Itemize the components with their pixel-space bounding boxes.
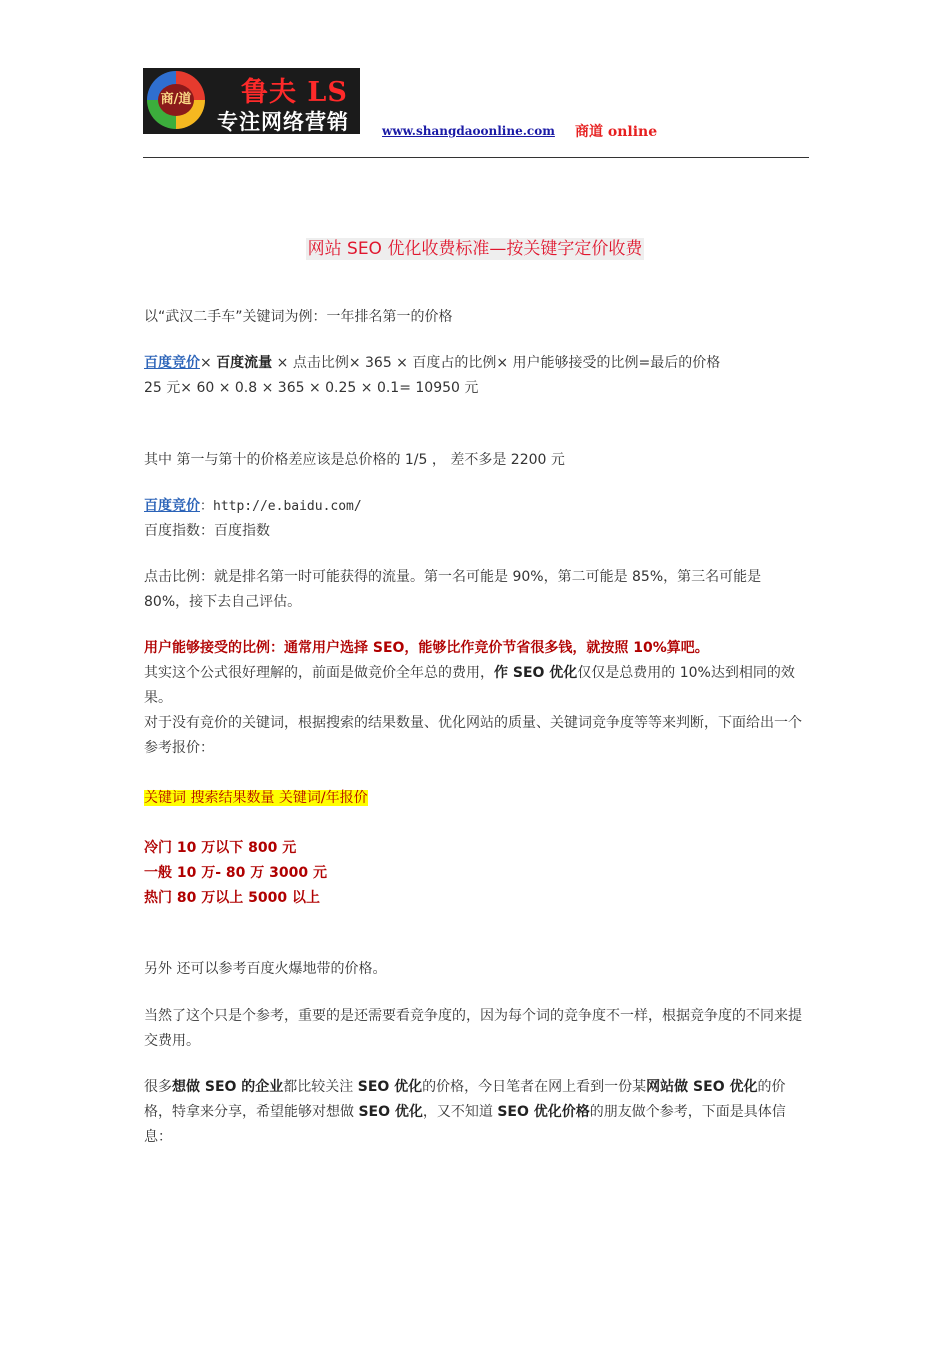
click-ratio-paragraph: 点击比例：就是排名第一时可能获得的流量。第一名可能是 90%，第二可能是 85%，第三名可能是 80%，接下去自己评估。 [144,569,762,610]
also-paragraph: 另外 还可以参考百度火爆地带的价格。 [144,961,387,977]
price-row: 冷门 10 万以下 800 元 [144,840,297,856]
acceptance-paragraph [144,636,810,761]
acceptance-ratio-highlight: 用户能够接受的比例：通常用户选择 SEO，能够比作竞价节省很多钱，就按照 10%算吧。 [144,640,709,656]
closing-text: 的价格，今日笔者在网上看到一份某 [422,1079,647,1095]
baidu-index-line: 百度指数：百度指数 [144,523,270,539]
header-divider [143,157,809,158]
price-gap-paragraph: 其中 第一与第十的价格差应该是总价格的 1/5 ， 差不多是 2200 元 [144,452,565,468]
closing-text: 很多 [144,1079,172,1095]
closing-bold: SEO 优化 [357,1079,423,1095]
formula-text-2: × 点击比例× 365 × 百度占的比例× 用户能够接受的比例=最后的价格 [272,355,721,371]
closing-text: 都比较关注 [283,1079,358,1095]
acceptance-bold-seo: 作 SEO 优化 [494,665,578,681]
acceptance-text-3: 对于没有竞价的关键词，根据搜索的结果数量、优化网站的质量、关键词竞争度等等来判断，下面给出一个参考报价： [144,715,802,756]
baidu-url-text: ：http://e.baidu.com/ [200,499,362,514]
closing-text: 的朋友做个参考，下面是具体信息： [144,1104,786,1145]
closing-bold: 想做 SEO 的企业 [172,1079,284,1095]
logo-slogan-text: 专注网络营销 [217,110,349,134]
price-table [144,836,810,911]
price-row: 一般 10 万- 80 万 3000 元 [144,865,327,881]
acceptance-text-1: 其实这个公式很好理解的，前面是做竞价全年总的费用， [144,665,494,681]
intro-paragraph: 以“武汉二手车”关键词为例：一年排名第一的价格 [144,309,453,325]
formula-paragraph [144,351,810,401]
logo-brand-text: 鲁夫 LS [241,77,348,108]
closing-paragraph [144,1075,810,1150]
site-name: 商道 online [575,124,658,140]
formula-calculation: 25 元× 60 × 0.8 × 365 × 0.25 × 0.1= 10950 元 [144,380,479,396]
formula-text-1: × [200,355,217,371]
site-url-link[interactable]: www.shangdaoonline.com [382,124,555,138]
price-row: 热门 80 万以上 5000 以上 [144,890,320,906]
logo-emblem-icon [147,71,205,129]
page-header [143,68,809,158]
baidu-bidding-link[interactable]: 百度竞价 [144,355,200,371]
document-title: 网站 SEO 优化收费标准—按关键字定价收费 [307,239,643,259]
brand-logo[interactable] [143,68,360,134]
price-table-header-line [144,786,810,811]
document-title-wrap [0,234,950,259]
closing-text: ，又不知道 [422,1104,498,1120]
closing-text: 的价格，特拿来分享，希望能够对想做 [144,1079,786,1120]
logo-badge-text: 商/道 [158,84,194,116]
formula-bold-traffic: 百度流量 [216,355,273,371]
price-table-header: 关键词 搜索结果数量 关键词/年报价 [144,790,368,806]
closing-bold: 网站做 SEO 优化 [646,1079,758,1095]
acceptance-text-2: 仅仅是总费用的 10%达到相同的效果。 [144,665,795,706]
closing-bold: SEO 优化价格 [497,1104,590,1120]
baidu-bidding-ref-link[interactable]: 百度竞价 [144,498,200,514]
reference-note-paragraph: 当然了这个只是个参考，重要的是还需要看竞争度的，因为每个词的竞争度不一样，根据竞争度的不同来提交费用。 [144,1008,802,1049]
closing-bold: SEO 优化 [358,1104,423,1120]
references-paragraph [144,494,810,544]
